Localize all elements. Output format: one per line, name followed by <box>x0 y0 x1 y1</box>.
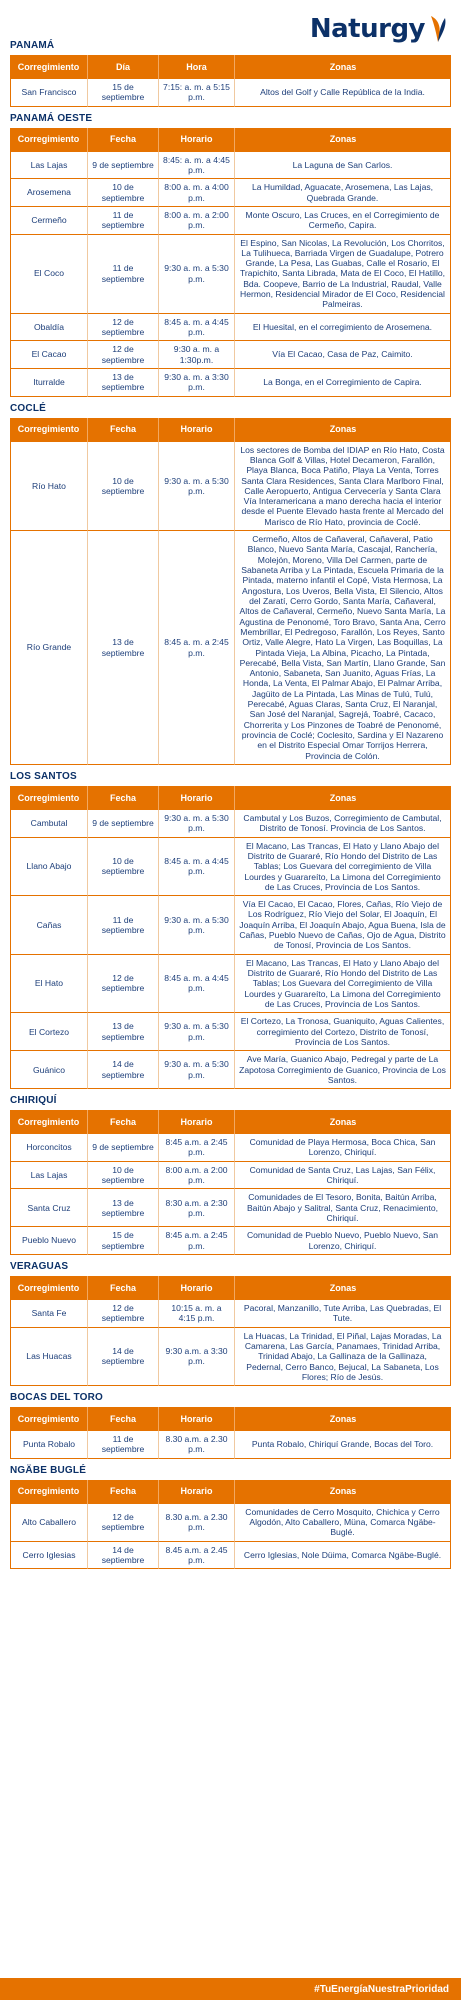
date-cell: 13 de septiembre <box>88 369 159 397</box>
column-header: Horario <box>159 786 235 810</box>
date-cell: 12 de septiembre <box>88 1300 159 1328</box>
time-cell: 8.30 a.m. a 2.30 p.m. <box>159 1431 235 1459</box>
time-cell: 9:30 a. m. a 5:30 p.m. <box>159 810 235 838</box>
table-row <box>10 838 451 897</box>
time-cell: 8:00 a. m. a 2:00 p.m. <box>159 207 235 235</box>
corregimiento-cell: Santa Fe <box>10 1300 88 1328</box>
date-cell: 13 de septiembre <box>88 1013 159 1051</box>
column-header: Corregimiento <box>10 1276 88 1300</box>
column-header: Corregimiento <box>10 1480 88 1504</box>
zones-cell: Vía El Cacao, El Cacao, Flores, Cañas, Río Viejo de Los Rodríguez, Río Viejo del Solar, El Joaquín, El Joaquín Arriba, El Joaquín Abajo, Agua Buena, Isla de Cañas, Pueblo Nuevo de Cañas, Ojo de Agua, Distrito de Tonosí, Provincia de Los Santos. <box>235 896 451 955</box>
table-row <box>10 179 451 207</box>
column-header: Corregimiento <box>10 128 88 152</box>
time-cell: 8:45 a. m. a 4:45 p.m. <box>159 955 235 1014</box>
time-cell: 8:00 a. m. a 4:00 p.m. <box>159 179 235 207</box>
region-section <box>10 113 451 397</box>
region-title: NGÄBE BUGLÉ <box>10 1464 87 1476</box>
table-row <box>10 1504 451 1542</box>
zones-cell: La Humildad, Aguacate, Arosemena, Las Lajas, Quebrada Grande. <box>235 179 451 207</box>
time-cell: 8:45 a. m. a 4:45 p.m. <box>159 838 235 897</box>
date-cell: 11 de septiembre <box>88 207 159 235</box>
column-header: Zonas <box>235 1110 451 1134</box>
schedule-table <box>10 418 451 765</box>
corregimiento-cell: Río Grande <box>10 531 88 765</box>
table-header-row <box>10 1480 451 1504</box>
corregimiento-cell: Obaldía <box>10 314 88 342</box>
date-cell: 13 de septiembre <box>88 1189 159 1227</box>
footer-hashtag: #TuEnergíaNuestraPrioridad <box>314 1983 449 1995</box>
zones-cell: Cerro Iglesias, Nole Düima, Comarca Ngäbe-Buglé. <box>235 1542 451 1570</box>
table-row <box>10 1013 451 1051</box>
date-cell: 11 de septiembre <box>88 1431 159 1459</box>
column-header: Fecha <box>88 128 159 152</box>
region-title: BOCAS DEL TORO <box>10 1392 103 1404</box>
region-title: VERAGUAS <box>10 1260 69 1272</box>
footer-bar <box>0 1978 461 2000</box>
date-cell: 9 de septiembre <box>88 152 159 180</box>
date-cell: 9 de septiembre <box>88 810 159 838</box>
region-title: CHIRIQUÍ <box>10 1095 57 1107</box>
table-row <box>10 341 451 369</box>
table-row <box>10 1134 451 1162</box>
table-row <box>10 442 451 532</box>
column-header: Corregimiento <box>10 1407 88 1431</box>
corregimiento-cell: Cañas <box>10 896 88 955</box>
column-header: Hora <box>159 55 235 79</box>
zones-cell: Comunidades de Cerro Mosquito, Chichica y Cerro Algodón, Alto Caballero, Müna, Comarca Ngäbe-Buglé. <box>235 1504 451 1542</box>
zones-cell: Altos del Golf y Calle República de la India. <box>235 79 451 107</box>
corregimiento-cell: El Hato <box>10 955 88 1014</box>
date-cell: 12 de septiembre <box>88 314 159 342</box>
column-header: Fecha <box>88 418 159 442</box>
column-header: Horario <box>159 1110 235 1134</box>
brand-name: Naturgy <box>309 14 425 44</box>
column-header: Fecha <box>88 786 159 810</box>
zones-cell: Vía El Cacao, Casa de Paz, Caimito. <box>235 341 451 369</box>
table-header-row <box>10 128 451 152</box>
column-header: Horario <box>159 128 235 152</box>
zones-cell: La Laguna de San Carlos. <box>235 152 451 180</box>
date-cell: 13 de septiembre <box>88 531 159 765</box>
region-section <box>10 403 451 765</box>
column-header: Zonas <box>235 1480 451 1504</box>
date-cell: 14 de septiembre <box>88 1542 159 1570</box>
time-cell: 8:45 a. m. a 4:45 p.m. <box>159 314 235 342</box>
time-cell: 9:30 a. m. a 1:30p.m. <box>159 341 235 369</box>
zones-cell: El Huesital, en el corregimiento de Arosemena. <box>235 314 451 342</box>
column-header: Horario <box>159 1407 235 1431</box>
schedule-table <box>10 128 451 397</box>
date-cell: 12 de septiembre <box>88 1504 159 1542</box>
region-title: PANAMÁ <box>10 40 55 51</box>
zones-cell: Los sectores de Bomba del IDIAP en Río Hato, Costa Blanca Golf & Villas, Hotel Decameron, Farallón, Playa Blanca, Boca Patiño, Playa La Venta, Torres Santa Clara Residences, Santa Clara Marlboro Final, Calle Aeropuerto, Antigua Cervecería y Santa Clara Vía Interamericana a mano derecha hacia el interior desde el Puente Elevado hasta frente al Mercado del Marisco de Río Hato, provincia de Coclé. <box>235 442 451 532</box>
column-header: Zonas <box>235 418 451 442</box>
table-row <box>10 207 451 235</box>
time-cell: 8:45: a. m. a 4:45 p.m. <box>159 152 235 180</box>
date-cell: 14 de septiembre <box>88 1051 159 1089</box>
region-section <box>10 40 451 107</box>
schedule-table <box>10 55 451 107</box>
time-cell: 9:30 a. m. a 3:30 p.m. <box>159 369 235 397</box>
table-row <box>10 1051 451 1089</box>
zones-cell: Ave María, Guanico Abajo, Pedregal y parte de La Zapotosa Corregimiento de Guanico, Provincia de Los Santos. <box>235 1051 451 1089</box>
table-row <box>10 1227 451 1255</box>
corregimiento-cell: Iturralde <box>10 369 88 397</box>
zones-cell: Cermeño, Altos de Cañaveral, Cañaveral, Patio Blanco, Nuevo Santa María, Cascajal, Ranchería, Molejón, Moreno, Villa Del Carmen, parte de Sabaneta Arriba y La Pintada, Escuela Primaria de la Pintada, materno infantil el Copé, Vista Hermosa, La Angostura, Los Uveros, Bella Vista, El Silencio, Altos del Zaratí, Cerro Gordo, Santa María, Cañaveral, Altos de Cañaveral, Cermeño, Nuevo Santa María, La Agustina de Penonomé, Toro Bravo, Santa Ana, Cerro Membrillar, El Pedregoso, Farallón, Los Reyes, Santo Ortiz, Valle Alegre, Hato La Virgen, Las Boquillas, La Pintada Vieja, La Albina, Picacho, La Pintada, Perecabé, Bella Vista, San Martín, Llano Grande, San Antonio, Sabaneta, San Juanito, Aguas Frías, La Honda, La Venta, El Palmar Abajo, El Palmar Arriba, Jagüito de La Pintada, Las Minas de Tulú, Tulú, Perecabé, Aguas Claras, Santa Cruz, El Naranjal, San José del Naranjal, Sagrejá, Toabré, Cacaco, Chorrerita y Los Pinzones de Toabré de Penonomé, provincia de Coclé; Coclesito, Sardina y El Nazareno en el Distrito Especial Omar Torrijos Herrera, Provincia de Colón. <box>235 531 451 765</box>
time-cell: 10:15 a. m. a 4:15 p.m. <box>159 1300 235 1328</box>
schedule-table <box>10 786 451 1089</box>
region-title: PANAMÁ OESTE <box>10 112 93 124</box>
time-cell: 8:30 a.m. a 2:30 p.m. <box>159 1189 235 1227</box>
zones-cell: La Bonga, en el Corregimiento de Capira. <box>235 369 451 397</box>
date-cell: 15 de septiembre <box>88 79 159 107</box>
table-row <box>10 314 451 342</box>
table-row <box>10 1300 451 1328</box>
zones-cell: El Macano, Las Trancas, El Hato y Llano Abajo del Distrito de Guararé, Río Hondo del Distrito de Las Tablas; Los Guevara del Corregimiento de Villa Lourdes y Guarareíto, La Limona del Corregimiento de Las Cruces, Provincia de Los Santos. <box>235 955 451 1014</box>
time-cell: 9:30 a. m. a 5:30 p.m. <box>159 442 235 532</box>
corregimiento-cell: Río Hato <box>10 442 88 532</box>
corregimiento-cell: Pueblo Nuevo <box>10 1227 88 1255</box>
corregimiento-cell: El Coco <box>10 235 88 314</box>
schedule-table <box>10 1480 451 1570</box>
schedule-table <box>10 1110 451 1255</box>
date-cell: 11 de septiembre <box>88 896 159 955</box>
table-row <box>10 235 451 314</box>
time-cell: 9:30 a. m. a 5:30 p.m. <box>159 235 235 314</box>
column-header: Zonas <box>235 128 451 152</box>
table-row <box>10 369 451 397</box>
corregimiento-cell: Las Lajas <box>10 152 88 180</box>
corregimiento-cell: El Cacao <box>10 341 88 369</box>
table-row <box>10 1189 451 1227</box>
table-row <box>10 79 451 107</box>
table-row <box>10 896 451 955</box>
time-cell: 8.45 a.m. a 2.45 p.m. <box>159 1542 235 1570</box>
corregimiento-cell: Cerro Iglesias <box>10 1542 88 1570</box>
table-header-row <box>10 418 451 442</box>
outage-schedule <box>10 40 451 1575</box>
zones-cell: Comunidades de El Tesoro, Bonita, Baitún Arriba, Baitún Abajo y Salitral, Santa Cruz, Renacimiento, Chiriquí. <box>235 1189 451 1227</box>
date-cell: 11 de septiembre <box>88 235 159 314</box>
table-row <box>10 1431 451 1459</box>
time-cell: 8:45 a.m. a 2:45 p.m. <box>159 1227 235 1255</box>
date-cell: 12 de septiembre <box>88 955 159 1014</box>
time-cell: 8.30 a.m. a 2.30 p.m. <box>159 1504 235 1542</box>
region-title: COCLÉ <box>10 402 46 414</box>
table-header-row <box>10 1407 451 1431</box>
time-cell: 8:45 a. m. a 2:45 p.m. <box>159 531 235 765</box>
corregimiento-cell: Alto Caballero <box>10 1504 88 1542</box>
corregimiento-cell: Las Huacas <box>10 1328 88 1387</box>
time-cell: 8:45 a.m. a 2:45 p.m. <box>159 1134 235 1162</box>
region-section <box>10 1392 451 1459</box>
table-header-row <box>10 1276 451 1300</box>
column-header: Fecha <box>88 1110 159 1134</box>
zones-cell: Comunidad de Playa Hermosa, Boca Chica, San Lorenzo, Chiriquí. <box>235 1134 451 1162</box>
zones-cell: Pacoral, Manzanillo, Tute Arriba, Las Quebradas, El Tute. <box>235 1300 451 1328</box>
date-cell: 10 de septiembre <box>88 442 159 532</box>
zones-cell: El Macano, Las Trancas, El Hato y Llano Abajo del Distrito de Guararé, Río Hondo del Distrito de Las Tablas; Los Guevara del corregimiento de Villa Lourdes y Guarareíto, La Limona del Corregimiento de Las Cruces, Provincia de Los Santos. <box>235 838 451 897</box>
column-header: Zonas <box>235 786 451 810</box>
time-cell: 9:30 a. m. a 5:30 p.m. <box>159 1051 235 1089</box>
corregimiento-cell: Horconcitos <box>10 1134 88 1162</box>
column-header: Zonas <box>235 1407 451 1431</box>
zones-cell: Punta Robalo, Chiriquí Grande, Bocas del Toro. <box>235 1431 451 1459</box>
time-cell: 8:00 a.m. a 2:00 p.m. <box>159 1162 235 1190</box>
region-section <box>10 1095 451 1255</box>
table-header-row <box>10 786 451 810</box>
corregimiento-cell: Las Lajas <box>10 1162 88 1190</box>
zones-cell: El Espino, San Nicolas, La Revolución, Los Chorritos, La Tulihueca, Barriada Virgen de Guadalupe, Potrero Grande, La Pesa, Las Guabas, Calle el Rosario, El Trapichito, Santa Librada, Mata de El Coco, El Hatillo, Bda. Coopeve, Barrio de La Industrial, Raudal, Valle Hermon, Residencial Mirador de El Coco, Residencial Palmeiras. <box>235 235 451 314</box>
column-header: Horario <box>159 1276 235 1300</box>
column-header: Corregimiento <box>10 786 88 810</box>
column-header: Fecha <box>88 1480 159 1504</box>
date-cell: 10 de septiembre <box>88 838 159 897</box>
column-header: Corregimiento <box>10 1110 88 1134</box>
column-header: Corregimiento <box>10 418 88 442</box>
table-row <box>10 1542 451 1570</box>
date-cell: 14 de septiembre <box>88 1328 159 1387</box>
region-section <box>10 771 451 1089</box>
schedule-table <box>10 1407 451 1459</box>
date-cell: 15 de septiembre <box>88 1227 159 1255</box>
region-title: LOS SANTOS <box>10 770 77 782</box>
corregimiento-cell: Punta Robalo <box>10 1431 88 1459</box>
time-cell: 9:30 a. m. a 5:30 p.m. <box>159 1013 235 1051</box>
table-row <box>10 1328 451 1387</box>
zones-cell: La Huacas, La Trinidad, El Piñal, Lajas Moradas, La Camarena, Las García, Panamaes, Trinidad Arriba, Trinidad Abajo, La Gallinaza de la Gallinaza, Pedernal, Cerro Banco, Bejucal, La Sabaneta, Los Flores; Río de Jesús. <box>235 1328 451 1387</box>
corregimiento-cell: Arosemena <box>10 179 88 207</box>
table-row <box>10 152 451 180</box>
time-cell: 9:30 a.m. a 3:30 p.m. <box>159 1328 235 1387</box>
corregimiento-cell: Guánico <box>10 1051 88 1089</box>
date-cell: 10 de septiembre <box>88 179 159 207</box>
zones-cell: Comunidad de Pueblo Nuevo, Pueblo Nuevo, San Lorenzo, Chiriquí. <box>235 1227 451 1255</box>
column-header: Fecha <box>88 1407 159 1431</box>
date-cell: 12 de septiembre <box>88 341 159 369</box>
table-header-row <box>10 1110 451 1134</box>
column-header: Horario <box>159 418 235 442</box>
column-header: Día <box>88 55 159 79</box>
column-header: Zonas <box>235 55 451 79</box>
corregimiento-cell: Santa Cruz <box>10 1189 88 1227</box>
time-cell: 7:15: a. m. a 5:15 p.m. <box>159 79 235 107</box>
date-cell: 9 de septiembre <box>88 1134 159 1162</box>
table-row <box>10 1162 451 1190</box>
column-header: Zonas <box>235 1276 451 1300</box>
table-row <box>10 531 451 765</box>
table-row <box>10 955 451 1014</box>
schedule-table <box>10 1276 451 1386</box>
zones-cell: Comunidad de Santa Cruz, Las Lajas, San Félix, Chiriquí. <box>235 1162 451 1190</box>
corregimiento-cell: El Cortezo <box>10 1013 88 1051</box>
region-section <box>10 1261 451 1386</box>
column-header: Corregimiento <box>10 55 88 79</box>
column-header: Horario <box>159 1480 235 1504</box>
corregimiento-cell: Cambutal <box>10 810 88 838</box>
corregimiento-cell: Cermeño <box>10 207 88 235</box>
table-header-row <box>10 55 451 79</box>
table-row <box>10 810 451 838</box>
date-cell: 10 de septiembre <box>88 1162 159 1190</box>
time-cell: 9:30 a. m. a 5:30 p.m. <box>159 896 235 955</box>
corregimiento-cell: Llano Abajo <box>10 838 88 897</box>
zones-cell: Monte Oscuro, Las Cruces, en el Corregimiento de Cermeño, Capira. <box>235 207 451 235</box>
region-section <box>10 1465 451 1570</box>
zones-cell: El Cortezo, La Tronosa, Guaniquito, Aguas Calientes, corregimiento del Cortezo, Distrito de Tonosí, Provincia de Los Santos. <box>235 1013 451 1051</box>
column-header: Fecha <box>88 1276 159 1300</box>
zones-cell: Cambutal y Los Buzos, Corregimiento de Cambutal, Distrito de Tonosí. Provincia de Los Santos. <box>235 810 451 838</box>
corregimiento-cell: San Francisco <box>10 79 88 107</box>
